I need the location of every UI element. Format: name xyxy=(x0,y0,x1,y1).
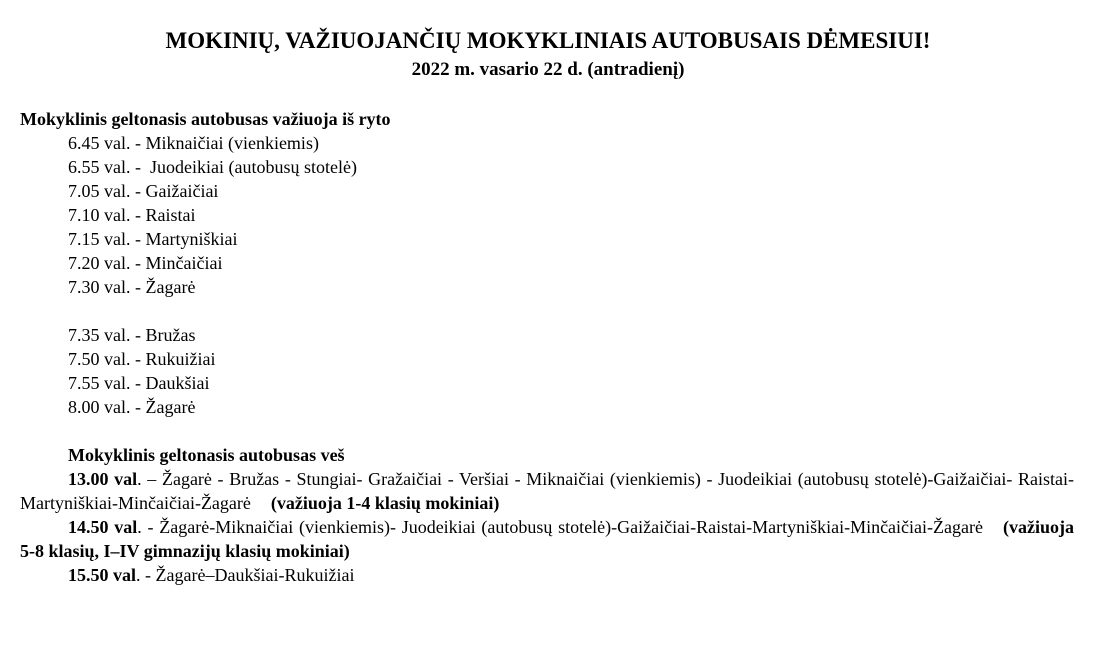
afternoon-trip-1300 xyxy=(20,467,1074,515)
morning-route2-stop: 7.55 val. - Daukšiai xyxy=(68,373,210,393)
trip-route: Žagarė-Miknaičiai (vienkiemis)- Juodeikiai (autobusų stotelė)-Gaižaičiai-Raistai-Martyniškiai-Minčaičiai-Žagarė xyxy=(159,517,983,537)
trip-route: Žagarė - Bružas - Stungiai- Gražaičiai - Veršiai - Miknaičiai (vienkiemis) - Juodeikiai (autobusų stotelė)-Gaižaičiai- Raistai-Martyniškiai-Minčaičiai-Žagarė xyxy=(20,469,1074,513)
notice-title: MOKINIŲ, VAŽIUOJANČIŲ MOKYKLINIAIS AUTOBUSAIS DĖMESIUI! xyxy=(165,28,931,53)
morning-route1-stop: 7.15 val. - Martyniškiai xyxy=(68,229,238,249)
afternoon-trip-1450 xyxy=(20,515,1074,563)
morning-route1-stop: 7.30 val. - Žagarė xyxy=(68,277,196,297)
trip-note: (važiuoja 5-8 klasių, I–IV gimnazijų klasių mokiniai) xyxy=(20,517,1074,561)
afternoon-heading: Mokyklinis geltonasis autobusas veš xyxy=(68,445,345,465)
morning-route2-stop: 7.50 val. - Rukuižiai xyxy=(68,349,216,369)
morning-route1-stop: 7.05 val. - Gaižaičiai xyxy=(68,181,219,201)
notice-date: 2022 m. vasario 22 d. (antradienį) xyxy=(411,59,685,80)
trip-separator: . – xyxy=(137,469,162,489)
trip-time: 14.50 val xyxy=(68,517,138,537)
trip-time: 13.00 val xyxy=(68,469,138,489)
morning-heading: Mokyklinis geltonasis autobusas važiuoja iš ryto xyxy=(20,109,391,129)
trip-separator: . - xyxy=(136,565,156,585)
morning-route1-stop: 7.10 val. - Raistai xyxy=(68,205,196,225)
morning-route1-stop: 7.20 val. - Minčaičiai xyxy=(68,253,223,273)
morning-route2-stop: 7.35 val. - Bružas xyxy=(68,325,196,345)
morning-route2-stop: 8.00 val. - Žagarė xyxy=(68,397,196,417)
trip-note: (važiuoja 1-4 klasių mokiniai) xyxy=(270,493,500,513)
morning-route1-stop: 6.45 val. - Miknaičiai (vienkiemis) xyxy=(68,133,319,153)
morning-route1-stop: 6.55 val. - Juodeikiai (autobusų stotelė) xyxy=(68,157,357,177)
trip-separator: . - xyxy=(137,517,160,537)
afternoon-trip-1550 xyxy=(20,563,1074,587)
trip-time: 15.50 val xyxy=(68,565,137,585)
trip-route: Žagarė–Daukšiai-Rukuižiai xyxy=(155,565,355,585)
